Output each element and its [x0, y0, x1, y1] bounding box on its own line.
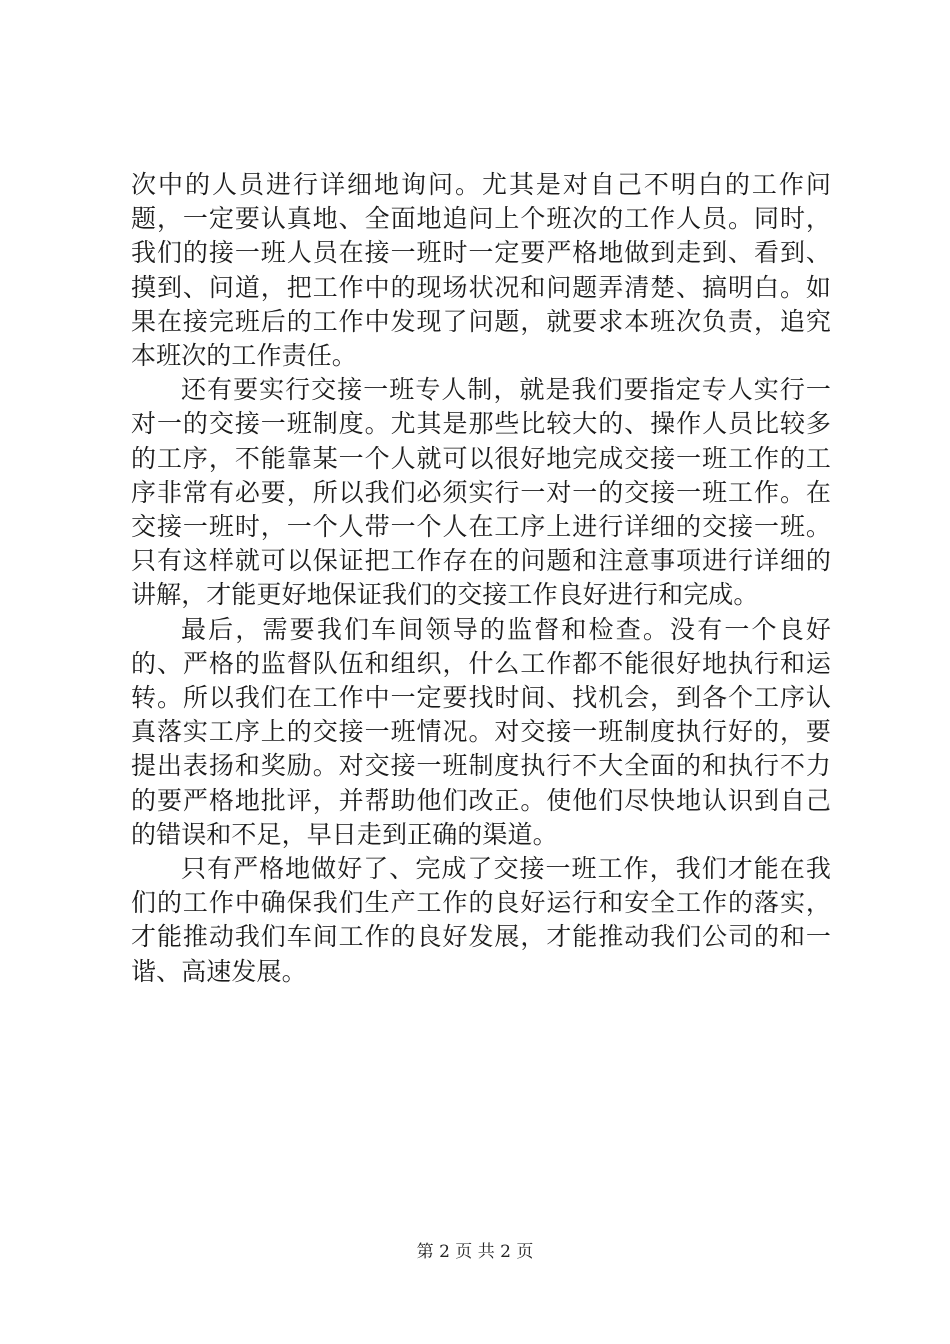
paragraph-2: 还有要实行交接一班专人制，就是我们要指定专人实行一对一的交接一班制度。尤其是那些比较大的、操作人员比较多的工序，不能靠某一个人就可以很好地完成交接一班工作的工序非常有必要，所以我们必须实行一对一的交接一班工作。在交接一班时，一个人带一个人在工序上进行详细的交接一班。只有这样就可以保证把工作存在的问题和注意事项进行详细的讲解，才能更好地保证我们的交接工作良好进行和完成。	[131, 375, 831, 610]
document-body	[131, 168, 831, 989]
paragraph-3: 最后，需要我们车间领导的监督和检查。没有一个良好的、严格的监督队伍和组织，什么工作都不能很好地执行和运转。所以我们在工作中一定要找时间、找机会，到各个工序认真落实工序上的交接一班情况。对交接一班制度执行好的，要提出表扬和奖励。对交接一班制度执行不大全面的和执行不力的要严格地批评，并帮助他们改正。使他们尽快地认识到自己的错误和不足，早日走到正确的渠道。	[131, 614, 831, 849]
page-footer: 第 2 页 共 2 页	[416, 1242, 534, 1262]
paragraph-4: 只有严格地做好了、完成了交接一班工作，我们才能在我们的工作中确保我们生产工作的良好运行和安全工作的落实，才能推动我们车间工作的良好发展，才能推动我们公司的和一谐、高速发展。	[131, 854, 831, 986]
paragraph-1: 次中的人员进行详细地询问。尤其是对自己不明白的工作问题，一定要认真地、全面地追问上个班次的工作人员。同时，我们的接一班人员在接一班时一定要严格地做到走到、看到、摸到、问道，把工作中的现场状况和问题弄清楚、搞明白。如果在接完班后的工作中发现了问题，就要求本班次负责，追究本班次的工作责任。	[131, 170, 831, 371]
